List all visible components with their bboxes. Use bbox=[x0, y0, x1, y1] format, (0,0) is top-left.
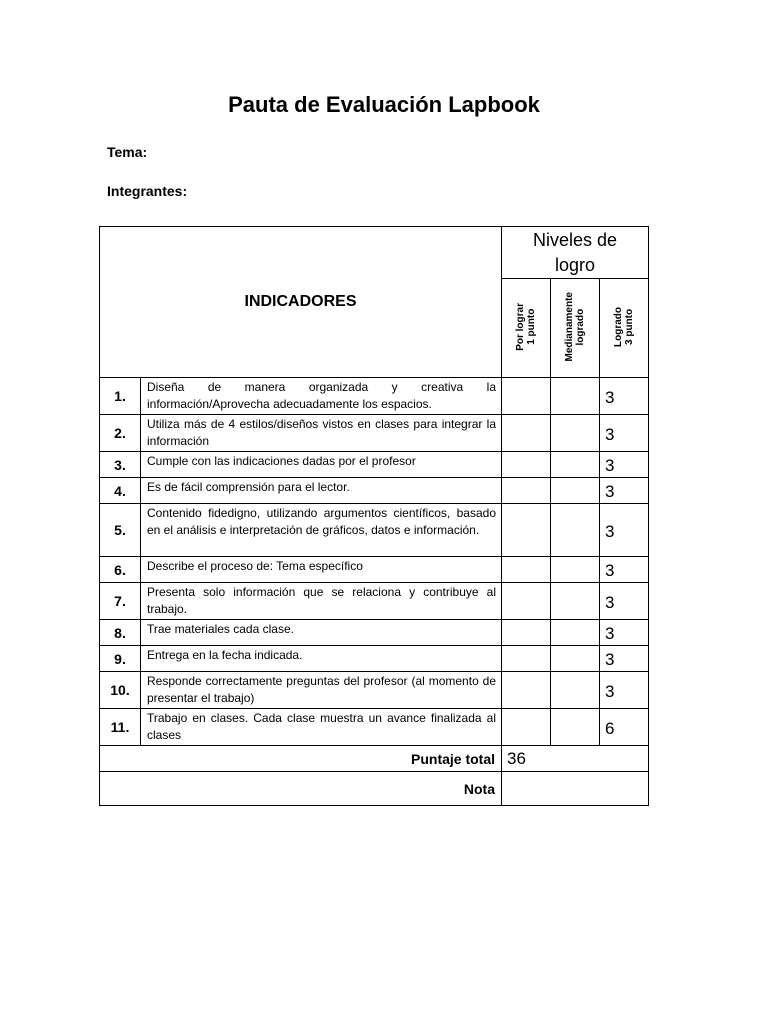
row-indicator: Entrega en la fecha indicada. bbox=[141, 646, 502, 672]
row-indicator: Trabajo en clases. Cada clase muestra un avance finalizada al clases bbox=[141, 709, 502, 746]
row-indicator: Describe el proceso de: Tema específico bbox=[141, 557, 502, 583]
score-logrado: 3 bbox=[600, 478, 649, 504]
score-por-lograr bbox=[502, 583, 551, 620]
score-por-lograr bbox=[502, 452, 551, 478]
puntaje-total-value: 36 bbox=[502, 746, 649, 772]
score-por-lograr bbox=[502, 620, 551, 646]
nota-label: Nota bbox=[100, 772, 502, 806]
niveles-header-line1: Niveles de bbox=[533, 229, 618, 250]
integrantes-label: Integrantes: bbox=[107, 183, 188, 199]
table-row bbox=[100, 672, 649, 709]
row-number: 10. bbox=[100, 672, 141, 709]
table-row bbox=[100, 478, 649, 504]
score-medianamente bbox=[551, 478, 600, 504]
level-por-lograr bbox=[502, 279, 551, 378]
row-number: 11. bbox=[100, 709, 141, 746]
row-number: 5. bbox=[100, 504, 141, 557]
level-line: Logrado bbox=[613, 306, 625, 347]
score-medianamente bbox=[551, 620, 600, 646]
score-medianamente bbox=[551, 452, 600, 478]
table-row bbox=[100, 583, 649, 620]
row-number: 2. bbox=[100, 415, 141, 452]
score-medianamente bbox=[551, 557, 600, 583]
score-logrado: 3 bbox=[600, 646, 649, 672]
header-row bbox=[100, 227, 649, 279]
score-medianamente bbox=[551, 378, 600, 415]
table-row bbox=[100, 504, 649, 557]
page-title: Pauta de Evaluación Lapbook bbox=[228, 92, 540, 117]
row-indicator: Trae materiales cada clase. bbox=[141, 620, 502, 646]
score-por-lograr bbox=[502, 415, 551, 452]
nota-value bbox=[502, 772, 649, 806]
row-indicator: Presenta solo información que se relaciona y contribuye al trabajo. bbox=[141, 583, 502, 620]
nota-row bbox=[100, 772, 649, 806]
score-medianamente bbox=[551, 672, 600, 709]
score-logrado: 3 bbox=[600, 620, 649, 646]
level-line: logrado bbox=[575, 308, 587, 345]
table-row bbox=[100, 646, 649, 672]
row-number: 8. bbox=[100, 620, 141, 646]
niveles-header-line2: logro bbox=[555, 254, 596, 275]
score-medianamente bbox=[551, 504, 600, 557]
row-number: 7. bbox=[100, 583, 141, 620]
level-logrado bbox=[600, 279, 649, 378]
score-por-lograr bbox=[502, 672, 551, 709]
score-por-lograr bbox=[502, 378, 551, 415]
score-logrado: 3 bbox=[600, 452, 649, 478]
puntaje-total-label: Puntaje total bbox=[100, 746, 502, 772]
row-indicator: Responde correctamente preguntas del profesor (al momento de presentar el trabajo) bbox=[141, 672, 502, 709]
row-indicator: Contenido fidedigno, utilizando argumentos científicos, basado en el análisis e interpretación de gráficos, datos e información. bbox=[141, 504, 502, 557]
row-indicator: Utiliza más de 4 estilos/diseños vistos en clases para integrar la información bbox=[141, 415, 502, 452]
score-logrado: 3 bbox=[600, 504, 649, 557]
score-logrado: 3 bbox=[600, 378, 649, 415]
table-row bbox=[100, 415, 649, 452]
level-medianamente-logrado bbox=[551, 279, 600, 378]
score-logrado: 3 bbox=[600, 583, 649, 620]
table-row bbox=[100, 620, 649, 646]
score-logrado: 3 bbox=[600, 415, 649, 452]
niveles-header bbox=[502, 227, 649, 279]
score-medianamente bbox=[551, 415, 600, 452]
level-line: 3 punto bbox=[624, 308, 636, 345]
indicadores-header: INDICADORES bbox=[100, 227, 502, 378]
level-line: Medianamente bbox=[564, 291, 576, 362]
level-line: 1 punto bbox=[526, 308, 538, 345]
rubric-table bbox=[99, 226, 649, 806]
row-number: 3. bbox=[100, 452, 141, 478]
score-por-lograr bbox=[502, 709, 551, 746]
score-logrado: 6 bbox=[600, 709, 649, 746]
row-indicator: Diseña de manera organizada y creativa la información/Aprovecha adecuadamente los espacios. bbox=[141, 378, 502, 415]
level-line: Por lograr bbox=[515, 302, 527, 351]
score-logrado: 3 bbox=[600, 557, 649, 583]
table-row bbox=[100, 557, 649, 583]
score-medianamente bbox=[551, 709, 600, 746]
score-medianamente bbox=[551, 583, 600, 620]
score-medianamente bbox=[551, 646, 600, 672]
total-row bbox=[100, 746, 649, 772]
tema-label: Tema: bbox=[107, 144, 148, 160]
score-por-lograr bbox=[502, 646, 551, 672]
row-number: 4. bbox=[100, 478, 141, 504]
row-indicator: Cumple con las indicaciones dadas por el profesor bbox=[141, 452, 502, 478]
row-indicator: Es de fácil comprensión para el lector. bbox=[141, 478, 502, 504]
table-row bbox=[100, 709, 649, 746]
row-number: 6. bbox=[100, 557, 141, 583]
score-logrado: 3 bbox=[600, 672, 649, 709]
row-number: 1. bbox=[100, 378, 141, 415]
row-number: 9. bbox=[100, 646, 141, 672]
score-por-lograr bbox=[502, 504, 551, 557]
table-row bbox=[100, 452, 649, 478]
score-por-lograr bbox=[502, 557, 551, 583]
table-row bbox=[100, 378, 649, 415]
score-por-lograr bbox=[502, 478, 551, 504]
